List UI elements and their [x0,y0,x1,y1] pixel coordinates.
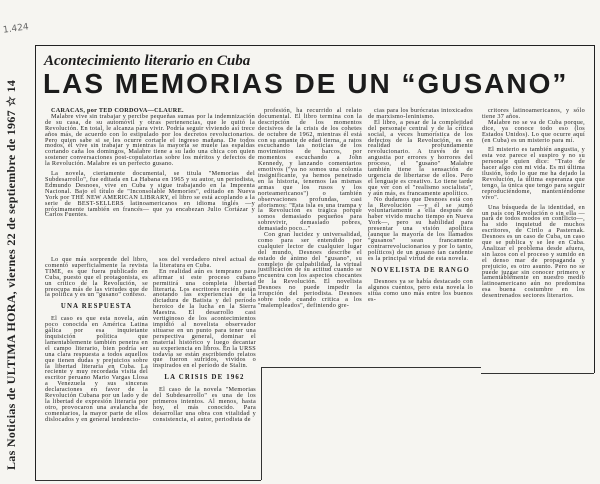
article-column-1 [45,257,148,423]
article-column-3 [258,108,362,309]
paragraph: profesión, ha recurrido al relato documental. El libro termina con la descripción de los momentos decisivos de la crisis de los cohetes de octubre de 1962, mientras él está con su amante de edad tierna, a ratos escuchando las noticias de los movimientos de barcos, por momentos escuchando a John Kennedy, y lanzando comentarios emotivos ("ya no somos una colonia insignificante, ya hemos penetrado en la historia, tenemos las mismas armas que los rusos y los norteamericanos") o también observaciones profundas, casi aforismos: "Esta isla es una trampa y la Revolución es trágica porque somos demasiado pequeños para sobrevivir, demasiado pobres, demasiado poco..." [258,107,362,233]
paragraph: cias para los burócratas intoxicados de marxismo-leninismo. [368,107,473,120]
paragraph: El libro, a pesar de la complejidad del personaje central y de la crítica social, a veces humorística de los defectos de la Revolución, es en realidad profundamente revolucionario. A través de su angustia por errores y horrores del proceso, el "gusano" Malabre también tiene la sensación de urgencia de libertarse de ellos. Pero el lenguaje es creativo. Lo tiene tarde que ver con el "realismo socialista", y aún más, es francamente apolítico. [368,118,473,197]
paragraph: critores latinoamericanos, y sólo tiene 37 años. [482,107,585,120]
handwritten-annotation: 1.424 [2,22,30,36]
paragraph: La novela, ciertamente documental, se titula "Memorias del Subdesarrollo", fue editada en La Habana en 1965 y su autor, un periodista, Edmundo Desnoes, vive en Cuba y sigue trabajando en la Imprenta Nacional. Bajo el título de "Inconsolable Memories", editado en Nueva York por THE NEW AMERICAN LIBRARY, el libro se está acoplando a la serie de BEST-SELLERS latinoamericanos en idioma inglés —y próximamente también en francés— que ya encabezan Julio Cortázar y Carlos Fuentes. [45,170,255,219]
paragraph: En realidad aún es temprano para afirmar si este proceso cubano permitirá una completa libertad literaria. Los escritores recién están anotando las experiencias de la dictadura de Batista y del período heroico de la lucha en la Sierra Maestra. El desarrollo casi vertiginoso de los acontecimientos impidió al novelista observador situarse en un punto para tener una perspectiva general, dominar el material histórico y luego decantar su experiencia en libros. En la URSS todavía se están escribiendo relatos que fueron sufridos, vividos o inspirados en el período de Stalin. [153,267,256,370]
paragraph: El caso de la novela "Memorias del Subdesarrollo" es una de los primeros intentos. Al menos, hasta hoy, el más conocido. Para desarrollar una obra con vitalidad y consistencia, el autor, periodista de [153,386,256,423]
frame-border-right [594,45,595,373]
paragraph: El caso es que esta novela, aún poco conocida en América Latina gálica por esa inquietante inquisición política que lamentablemente también penetra en el campo literario, bien podría ser una clara respuesta a todos aquellos que tienen dudas y prejuicios sobre la libertad literaria en Cuba. La reciente y muy recordada visita del escritor peruano Mario Vargas Llosa a Venezuela y sus sinceras declaraciones en favor de la Revolución Cubana por un lado y de la libertad de expresión literaria por otro, provocaron una avalancha de comentarios, la mayor parte de ellos dislocados y en general tendencio- [45,315,148,423]
article-kicker: Acontecimiento literario en Cuba [44,53,251,69]
paragraph: Con gran lucidez y universalidad, como para ser entendido por cualquier lector de cualquier lugar del mundo, Desnoes describe el estado de ánimo del "gusano", su complejo de culpabilidad, la virtual justificación de su actitud cuando se encuentra con los aspectos chocantes de la Revolución. El novelista Desnoes no puede impedir la irrupción del periodista. Desnoes sobre todo cuando critica a los "malempleados", definiendo gre- [258,231,362,309]
article-column-2 [153,257,256,423]
subheading: UNA RESPUESTA [60,303,133,311]
paragraph: No dudamos que Desnoes está con la Revolución —y él se sumó voluntariamente a ella después de haber vivido mucho tiempo en Nueva York—, pero su habilidad para presentar una visión apolítica (aunque la mayoría de los llamados "gusanos" sean francamente contrarrevolucionarios y por lo tanto, políticos) de un gusano tan candente es la principal virtud de esta novela. [368,195,473,262]
frame-border-inner [261,367,262,480]
article-intro [45,108,255,218]
subheading: LA CRISIS DE 1962 [164,374,245,382]
subheading: NOVELISTA DE RANGO [371,266,470,274]
article-headline: LAS MEMORIAS DE UN “GUSANO” [43,68,569,99]
paragraph: Una búsqueda de la identidad, en un país con Revolución o sin ella —para de todos modos en conflicto—, ha sido inquietud de muchos escritores, de Cirilo a Pasternak. Desnoes es un caso de Cuba, un caso que se publica y se lee en Cuba. Analizar el problema desde afuera, sin lazos con el proceso y sumido en el denso mar de propaganda y prejuicio, es otro asunto. Pero no se puede juzgar sin conocer primero y lamentablemente en nuestro medio latinoamericano aún no predomina esa buena costumbre en los desentrenados sectores literarios. [482,203,585,300]
paragraph: Lo que más sorprende del libro, comentó superficialmente la revista TIME, es que fuera publicado en Cuba, puesto que el protagonista, es un crítico de la Revolución, se preocupa más de las virtudes que de la política y es un "gusano" confeso. [45,256,148,299]
frame-border-left [35,45,36,481]
byline: CARACAS, por TED CORDOVA—CLAURE. [51,107,184,114]
paragraph: Malabre no se va de Cuba porque, dice, ya conoce todo eso (los Estados Unidos). Lo que ocurre aquí (en Cuba) es un misterio para mí. [482,118,585,144]
paragraph: El misterio es también angustia, y esta voz parece el suspiro y no su personaje quien dice: "Trato de hacer algo con mi vida. Es mi última ilusión, todo lo que me ha dejado la Revolución, la última esperanza que tengo, la única que tengo para seguir reproduciéndome, manteniéndome vivo". [482,146,585,201]
paragraph: Malabre vive sin trabajar y percibe pequeñas sumas por la indemnización de su casa, de su automóvil y otras pertenencias, que le quitó la Revolución. En total, le alcanza para vivir. Podría seguir viviendo así trece años más, de acuerdo con lo estipulado por los decretos revolucionarios. Pero quien sabe si se les ocurre cortarle el ingreso mañana. De todos modos, él vive sin trabajar y mientras la mayoría se muele las espaldas cortando caña los domingos, Malabre tiene a su lado una chica con quien sostener conversaciones post-copulatorias sobre los méritos y defectos de la Revolución. Malabre es un perfecto gusano. [45,112,255,168]
article-column-5 [482,108,585,299]
paragraph: Desnoes ya se había destacado con algunos cuentos, pero esta novela lo sitúa como uno más entre los buenos es- [368,278,473,304]
publication-caption: Las Noticias de ULTIMA HORA, viernes 22 de septiembre de 1967 ☆ 14 [4,79,18,470]
frame-border-bottom [35,480,261,481]
frame-border-inner-bottom [261,367,481,368]
paragraph: sos del verdadero nivel actual de la literatura en Cuba. [153,256,256,269]
article-column-4 [368,108,473,303]
frame-border-top [35,45,594,46]
frame-border-right-bottom [481,373,594,374]
